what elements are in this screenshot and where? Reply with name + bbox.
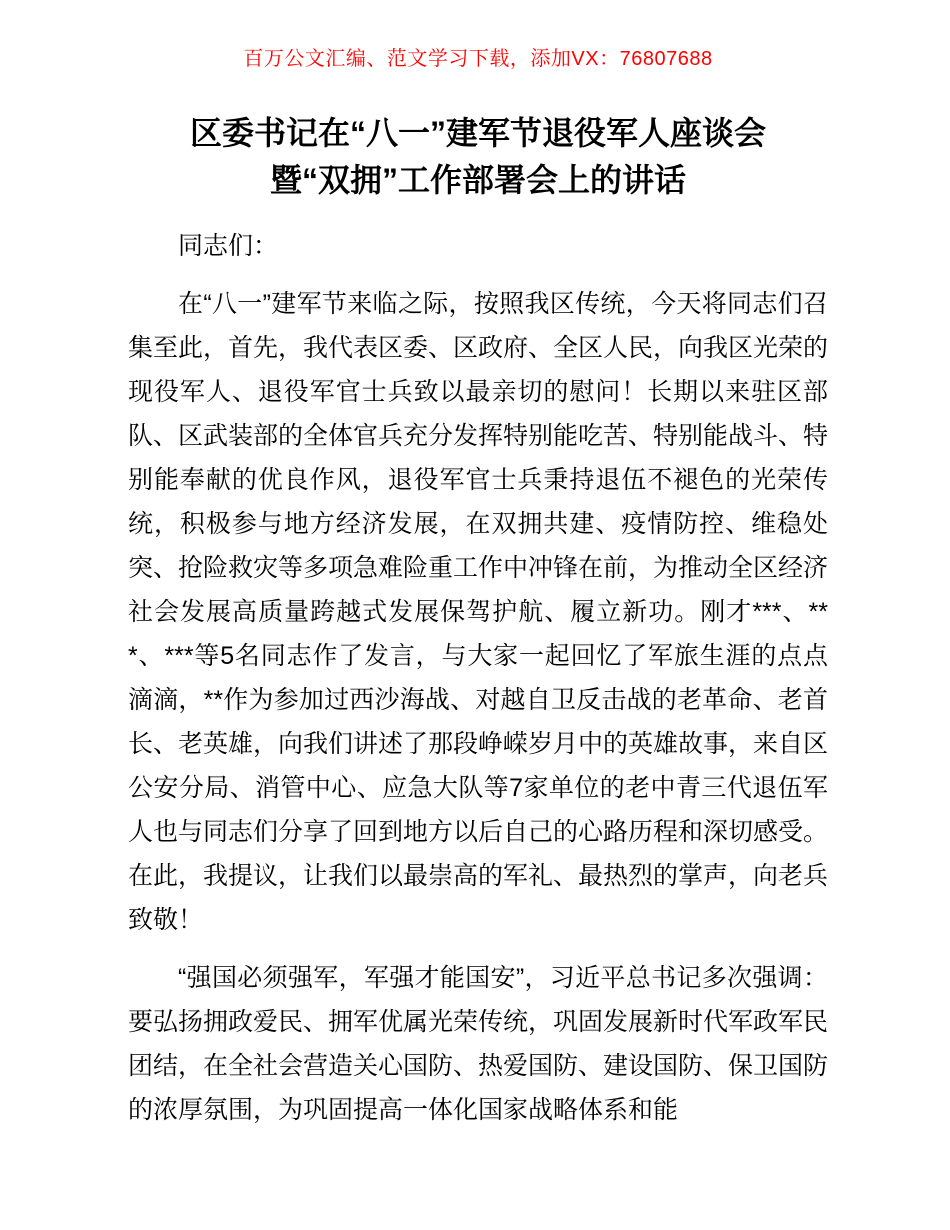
title-line-2: 暨“双拥”工作部署会上的讲话 xyxy=(269,162,686,198)
paragraph-1: 在“八一”建军节来临之际，按照我区传统，今天将同志们召集至此，首先，我代表区委、区政府、全区人民，向我区光荣的现役军人、退役军官士兵致以最亲切的慰问！长期以来驻区部队、区武装部的全体官兵充分发挥特别能吃苦、特别能战斗、特别能奉献的优良作风，退役军官士兵秉持退伍不褪色的光荣传统，积极参与地方经济发展，在双拥共建、疫情防控、维稳处突、抢险救灾等多项急难险重工作中冲锋在前，为推动全区经济社会发展高质量跨越式发展保驾护航、履立新功。刚才***、***、***等5名同志作了发言，与大家一起回忆了军旅生涯的点点滴滴，**作为参加过西沙海战、对越自卫反击战的老革命、老首长、老英雄，向我们讲述了那段峥嵘岁月中的英雄故事，来自区公安分局、消管中心、应急大队等7家单位的老中青三代退伍军人也与同志们分享了回到地方以后自己的心路历程和深切感受。在此，我提议，让我们以最崇高的军礼、最热烈的掌声，向老兵致敬！ xyxy=(128,290,829,934)
paragraph-2: “强国必须强军，军强才能国安”，习近平总书记多次强调：要弘扬拥政爱民、拥军优属光荣传统，巩固发展新时代军政军民团结，在全社会营造关心国防、热爱国防、建设国防、保卫国防的浓厚氛围，为巩固提高一体化国家战略体系和能 xyxy=(128,964,829,1124)
watermark-notice: 百万公文汇编、范文学习下载，添加VX：76807688 xyxy=(243,48,713,70)
title-line-1: 区委书记在“八一”建军节退役军人座谈会 xyxy=(189,115,766,151)
document-title xyxy=(128,110,828,204)
salutation: 同志们： xyxy=(178,232,279,260)
